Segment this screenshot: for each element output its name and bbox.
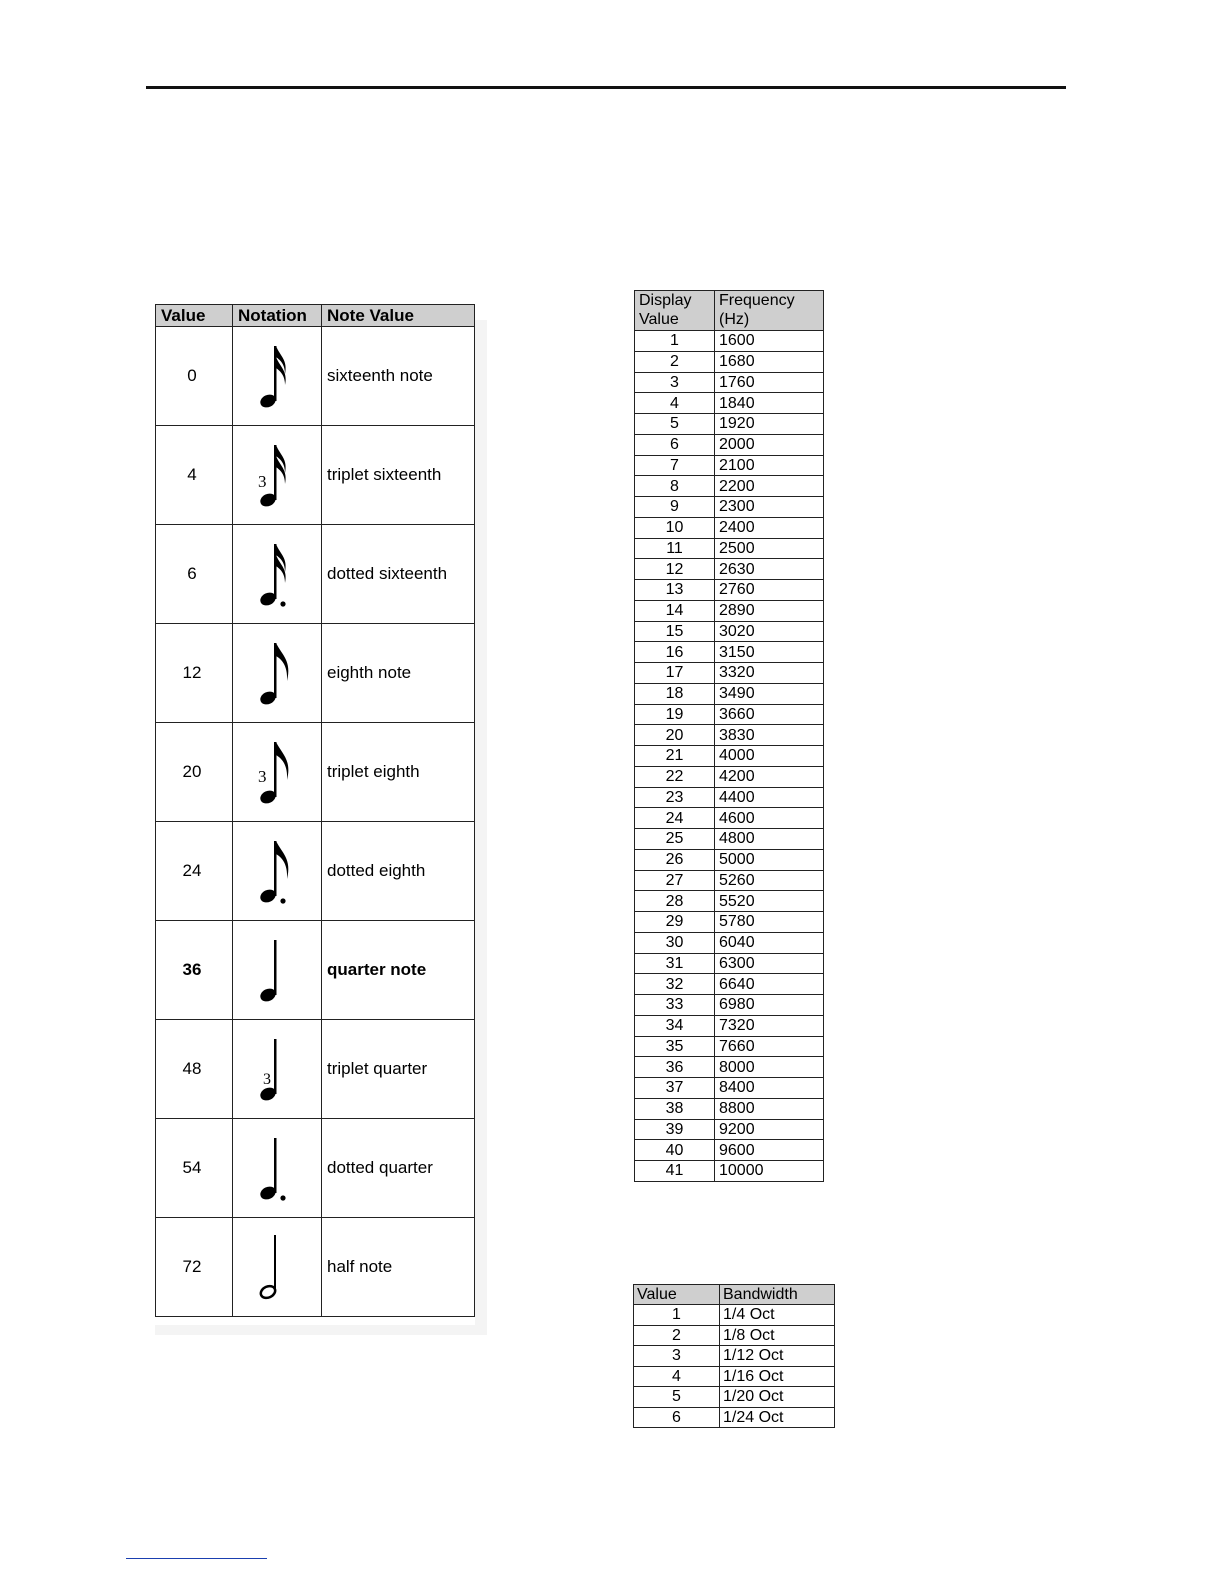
table-header-row [635,291,824,331]
notation-cell [233,1020,322,1119]
table-row [635,683,824,704]
row-value: 54 [156,1119,233,1218]
table-row [635,517,824,538]
table-row [634,1407,835,1428]
frequency-cell: 6980 [715,995,824,1016]
frequency-cell: 1680 [715,351,824,372]
frequency-cell: 5780 [715,912,824,933]
display-value-cell: 16 [635,642,715,663]
header-value: Value [634,1285,720,1305]
table-row [156,921,475,1020]
table-row [635,808,824,829]
display-value-cell: 7 [635,455,715,476]
display-value-cell: 23 [635,787,715,808]
frequency-cell: 3020 [715,621,824,642]
display-value-cell: 25 [635,829,715,850]
table-row [635,580,824,601]
header-display-value [635,291,715,331]
bandwidth-cell: 1/4 Oct [720,1305,835,1326]
table-shadow [475,320,487,1335]
frequency-cell: 2500 [715,538,824,559]
footer-link-underline [126,1558,267,1559]
half-note-icon [252,1231,302,1303]
top-rule [146,86,1066,89]
header-notation: Notation [233,305,322,327]
display-value-cell: 35 [635,1036,715,1057]
frequency-cell: 3150 [715,642,824,663]
table-row [635,663,824,684]
frequency-cell: 3320 [715,663,824,684]
row-value: 12 [156,624,233,723]
frequency-cell: 2760 [715,580,824,601]
display-value-cell: 6 [635,434,715,455]
table-row [635,393,824,414]
display-value-cell: 13 [635,580,715,601]
bandwidth-cell: 1/20 Oct [720,1387,835,1408]
display-value-cell: 30 [635,932,715,953]
table-row [635,455,824,476]
table-row [635,642,824,663]
note-value-table [155,304,475,1317]
row-value: 48 [156,1020,233,1119]
table-row [635,1119,824,1140]
display-value-cell: 8 [635,476,715,497]
frequency-cell: 4600 [715,808,824,829]
display-value-cell: 5 [635,414,715,435]
frequency-cell: 6040 [715,932,824,953]
display-value-cell: 22 [635,766,715,787]
notation-cell [233,822,322,921]
bandwidth-cell: 1/24 Oct [720,1407,835,1428]
header-display-value-line1: Display [639,292,692,309]
display-value-cell: 12 [635,559,715,580]
table-row [634,1305,835,1326]
table-row [635,932,824,953]
frequency-cell: 2630 [715,559,824,580]
header-frequency [715,291,824,331]
frequency-table [634,290,824,1182]
frequency-cell: 8000 [715,1057,824,1078]
triplet-mark: 3 [258,767,267,786]
table-row [635,725,824,746]
row-value: 24 [156,822,233,921]
table-row [156,327,475,426]
table-row [635,1161,824,1182]
table-row [635,434,824,455]
display-value-cell: 27 [635,870,715,891]
bandwidth-value-cell: 1 [634,1305,720,1326]
display-value-cell: 32 [635,974,715,995]
notation-cell [233,525,322,624]
frequency-cell: 7320 [715,1015,824,1036]
display-value-cell: 19 [635,704,715,725]
triplet-quarter-note-icon [252,1033,302,1105]
frequency-cell: 2000 [715,434,824,455]
table-row [156,1020,475,1119]
triplet-mark: 3 [263,1071,271,1088]
display-value-cell: 39 [635,1119,715,1140]
dotted-sixteenth-note-icon [252,538,302,610]
frequency-cell: 9600 [715,1140,824,1161]
table-row [635,1140,824,1161]
bandwidth-cell: 1/8 Oct [720,1325,835,1346]
table-row [635,414,824,435]
display-value-cell: 1 [635,331,715,352]
table-row [635,331,824,352]
frequency-cell: 2300 [715,497,824,518]
frequency-cell: 8800 [715,1098,824,1119]
table-row [156,1218,475,1317]
table-row [635,974,824,995]
table-row [156,723,475,822]
row-note-name: triplet eighth [322,723,475,822]
frequency-cell: 1600 [715,331,824,352]
bandwidth-value-cell: 5 [634,1387,720,1408]
table-row [156,822,475,921]
row-note-name: sixteenth note [322,327,475,426]
frequency-cell: 2400 [715,517,824,538]
display-value-cell: 17 [635,663,715,684]
table-row [635,1098,824,1119]
bandwidth-value-cell: 3 [634,1346,720,1367]
sixteenth-note-icon [252,340,302,412]
table-row [156,624,475,723]
table-header-row [634,1285,835,1305]
frequency-cell: 4400 [715,787,824,808]
display-value-cell: 10 [635,517,715,538]
bandwidth-table [633,1284,835,1428]
display-value-cell: 21 [635,746,715,767]
table-row [635,787,824,808]
bandwidth-cell: 1/16 Oct [720,1366,835,1387]
row-value: 20 [156,723,233,822]
display-value-cell: 26 [635,849,715,870]
table-row [635,351,824,372]
display-value-cell: 36 [635,1057,715,1078]
frequency-cell: 4000 [715,746,824,767]
row-value: 4 [156,426,233,525]
table-row [635,849,824,870]
header-frequency-line2: (Hz) [719,311,750,328]
row-value: 36 [156,921,233,1020]
display-value-cell: 38 [635,1098,715,1119]
row-value: 72 [156,1218,233,1317]
display-value-cell: 34 [635,1015,715,1036]
display-value-cell: 3 [635,372,715,393]
table-row [635,1015,824,1036]
display-value-cell: 14 [635,600,715,621]
display-value-cell: 11 [635,538,715,559]
bandwidth-value-cell: 4 [634,1366,720,1387]
display-value-cell: 20 [635,725,715,746]
table-row [635,870,824,891]
dotted-eighth-note-icon [252,835,302,907]
row-note-name: half note [322,1218,475,1317]
frequency-cell: 5520 [715,891,824,912]
table-row [635,995,824,1016]
frequency-cell: 3490 [715,683,824,704]
display-value-cell: 37 [635,1078,715,1099]
frequency-cell: 10000 [715,1161,824,1182]
notation-cell [233,426,322,525]
notation-cell [233,327,322,426]
display-value-cell: 40 [635,1140,715,1161]
display-value-cell: 29 [635,912,715,933]
note-value-table-container [155,304,475,1317]
table-row [635,621,824,642]
table-row [635,829,824,850]
table-row [635,746,824,767]
bandwidth-value-cell: 6 [634,1407,720,1428]
header-bandwidth: Bandwidth [720,1285,835,1305]
row-note-name: eighth note [322,624,475,723]
display-value-cell: 2 [635,351,715,372]
table-row [156,525,475,624]
frequency-cell: 3660 [715,704,824,725]
table-row [156,1119,475,1218]
table-row [635,538,824,559]
frequency-cell: 3830 [715,725,824,746]
display-value-cell: 4 [635,393,715,414]
table-row [635,559,824,580]
table-row [635,372,824,393]
header-note-value: Note Value [322,305,475,327]
frequency-table-container [634,290,824,1182]
frequency-cell: 6300 [715,953,824,974]
row-note-name: triplet sixteenth [322,426,475,525]
row-note-name: quarter note [322,921,475,1020]
row-note-name: triplet quarter [322,1020,475,1119]
frequency-cell: 1840 [715,393,824,414]
table-row [634,1366,835,1387]
frequency-cell: 7660 [715,1036,824,1057]
notation-cell [233,921,322,1020]
dotted-quarter-note-icon [252,1132,302,1204]
frequency-cell: 8400 [715,1078,824,1099]
frequency-cell: 6640 [715,974,824,995]
notation-cell [233,1119,322,1218]
frequency-cell: 4800 [715,829,824,850]
table-header-row [156,305,475,327]
display-value-cell: 31 [635,953,715,974]
triplet-sixteenth-note-icon [252,439,302,511]
header-value: Value [156,305,233,327]
frequency-cell: 4200 [715,766,824,787]
bandwidth-table-container [633,1284,835,1428]
notation-cell [233,624,322,723]
row-note-name: dotted eighth [322,822,475,921]
display-value-cell: 41 [635,1161,715,1182]
row-value: 0 [156,327,233,426]
row-note-name: dotted sixteenth [322,525,475,624]
row-note-name: dotted quarter [322,1119,475,1218]
notation-cell [233,1218,322,1317]
table-row [634,1346,835,1367]
frequency-cell: 5000 [715,849,824,870]
frequency-cell: 5260 [715,870,824,891]
table-row [635,600,824,621]
triplet-eighth-note-icon [252,736,302,808]
table-row [635,1036,824,1057]
table-row [635,1057,824,1078]
bandwidth-cell: 1/12 Oct [720,1346,835,1367]
table-row [634,1387,835,1408]
table-row [635,912,824,933]
header-display-value-line2: Value [639,311,679,328]
table-row [635,476,824,497]
bandwidth-value-cell: 2 [634,1325,720,1346]
frequency-cell: 2100 [715,455,824,476]
frequency-cell: 1920 [715,414,824,435]
table-row [635,497,824,518]
table-row [634,1325,835,1346]
eighth-note-icon [252,637,302,709]
display-value-cell: 33 [635,995,715,1016]
frequency-cell: 2200 [715,476,824,497]
display-value-cell: 15 [635,621,715,642]
header-frequency-line1: Frequency [719,292,795,309]
frequency-cell: 9200 [715,1119,824,1140]
table-row [635,953,824,974]
display-value-cell: 24 [635,808,715,829]
frequency-cell: 1760 [715,372,824,393]
table-row [635,704,824,725]
table-row [156,426,475,525]
display-value-cell: 9 [635,497,715,518]
table-row [635,891,824,912]
row-value: 6 [156,525,233,624]
table-row [635,766,824,787]
display-value-cell: 18 [635,683,715,704]
quarter-note-icon [252,934,302,1006]
notation-cell [233,723,322,822]
table-shadow-bottom [155,1325,487,1335]
table-row [635,1078,824,1099]
triplet-mark: 3 [258,472,267,491]
frequency-cell: 2890 [715,600,824,621]
display-value-cell: 28 [635,891,715,912]
